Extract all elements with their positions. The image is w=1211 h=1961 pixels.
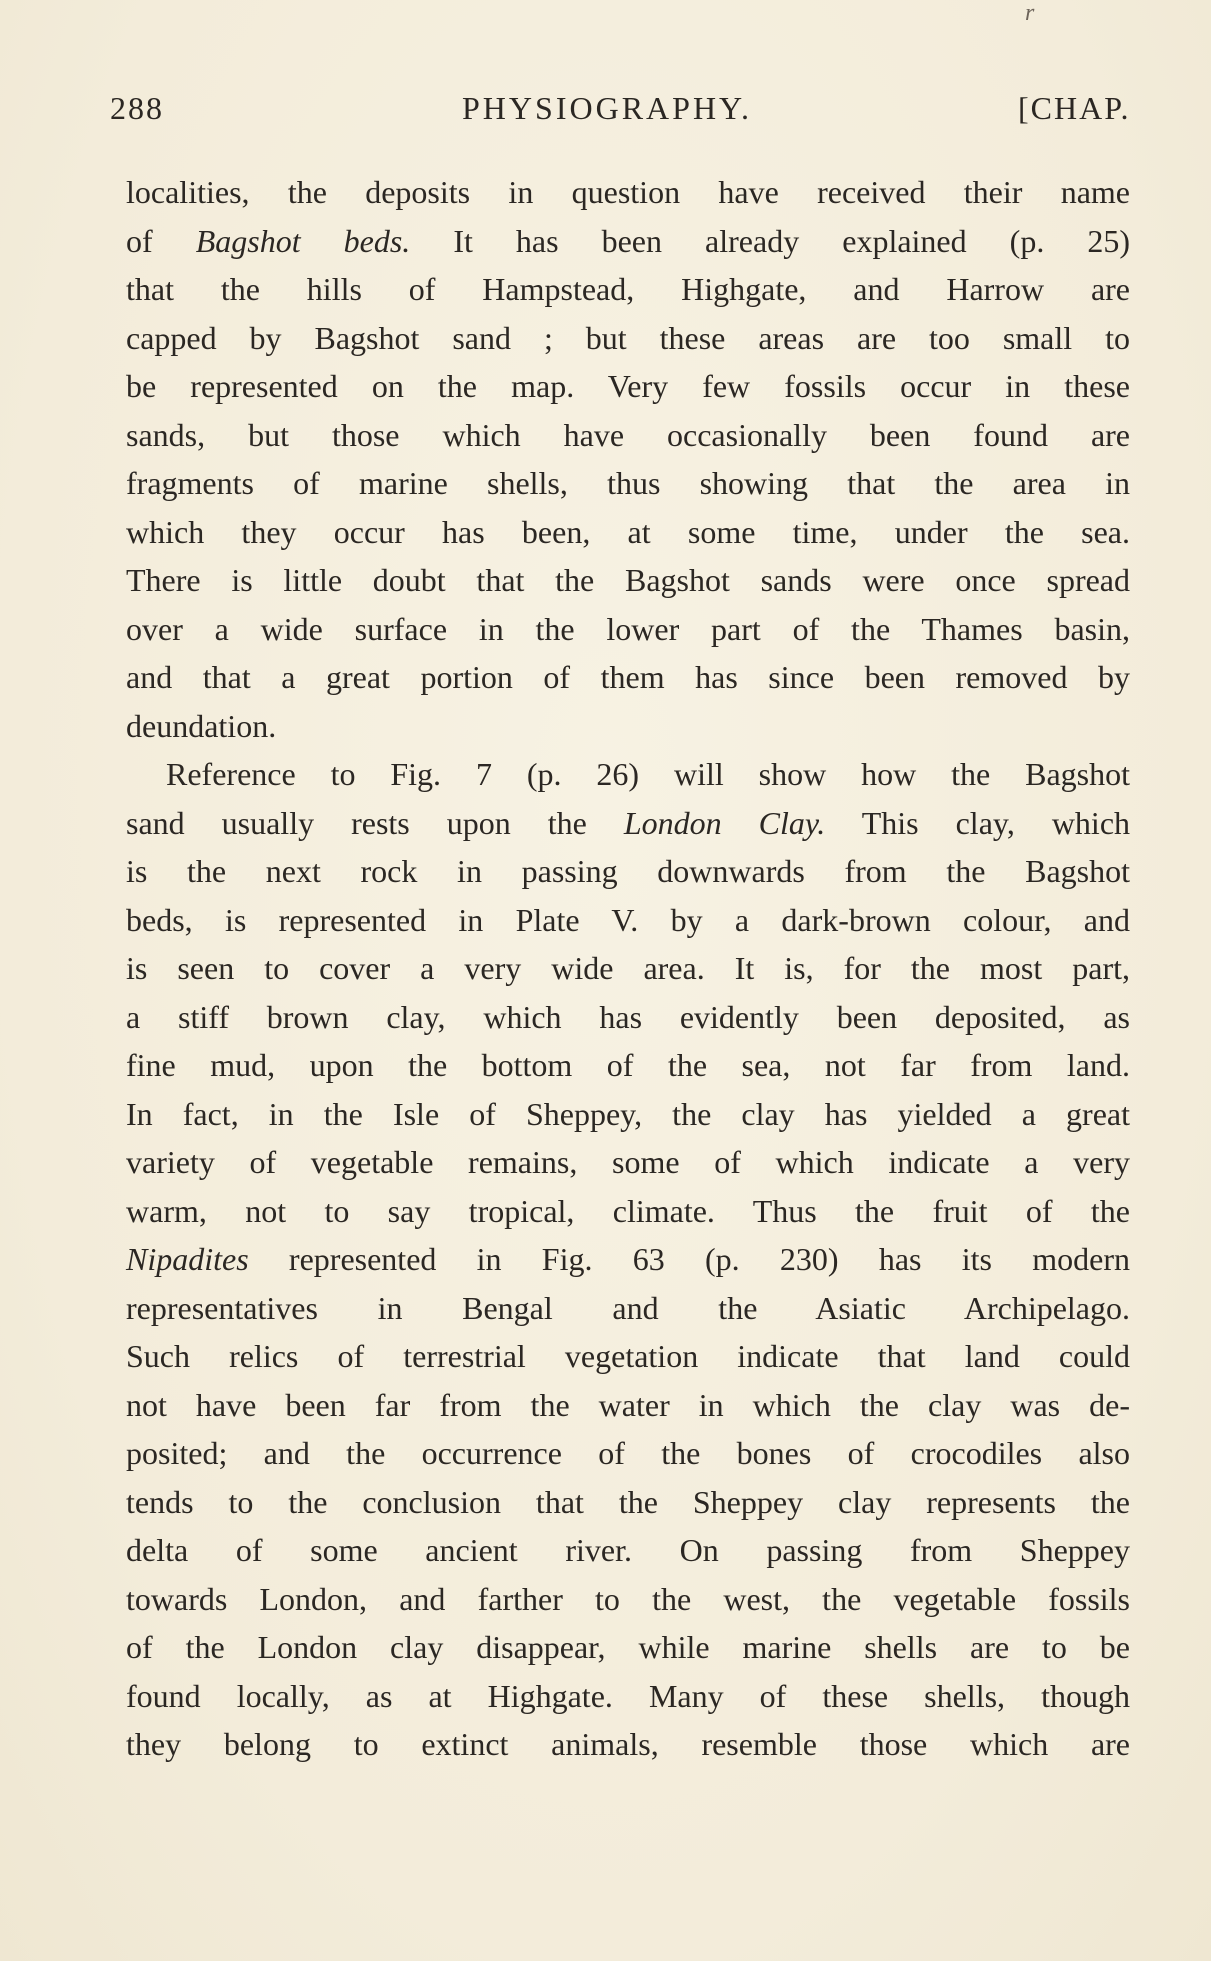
text-line — [126, 1138, 1130, 1187]
text-run: sand usually rests upon the — [126, 804, 624, 841]
chapter-marker: [CHAP. — [1018, 90, 1131, 126]
text-line — [126, 993, 1130, 1042]
text-run: Reference to Fig. 7 (p. 26) will show how the Bagshot — [166, 756, 1130, 792]
text-run: found locally, as at Highgate. Many of these shells, though — [126, 1677, 1130, 1714]
text-line — [126, 168, 1130, 217]
text-run: is the next rock in passing downwards from the Bagshot — [126, 853, 1130, 889]
text-run: This clay, which — [825, 804, 1131, 841]
running-title: PHYSIOGRAPHY. — [462, 90, 753, 126]
text-run: sands, but those which have occasionally been found are — [126, 416, 1130, 453]
text-run: posited; and the occurrence of the bones of crocodiles also — [126, 1435, 1130, 1471]
running-head — [0, 90, 1211, 130]
text-run: and that a great portion of them has since been removed by — [126, 659, 1130, 695]
text-run: beds, is represented in Plate V. by a dark-brown colour, and — [126, 901, 1130, 938]
text-line — [126, 459, 1130, 508]
text-line — [126, 605, 1130, 654]
text-run: representatives in Bengal and the Asiatic Archipelago. — [126, 1289, 1130, 1326]
text-run: towards London, and farther to the west, the vegetable fossils — [126, 1580, 1130, 1617]
italic-term: Bagshot beds. — [195, 222, 411, 259]
text-run: they belong to extinct animals, resemble those which are — [126, 1726, 1130, 1762]
text-run: delta of some ancient river. On passing from Sheppey — [126, 1532, 1130, 1568]
text-run: over a wide surface in the lower part of the Thames basin, — [126, 610, 1130, 647]
text-run: Such relics of terrestrial vegetation indicate that land could — [126, 1338, 1130, 1374]
text-line — [126, 1235, 1130, 1284]
italic-term: Nipadites — [126, 1241, 249, 1277]
text-line — [126, 1381, 1130, 1430]
text-line — [126, 1526, 1130, 1575]
text-line — [126, 1041, 1130, 1090]
text-line — [126, 653, 1130, 702]
text-run: capped by Bagshot sand ; but these areas are too small to — [126, 319, 1130, 356]
body-text — [126, 168, 1130, 1769]
text-line — [126, 411, 1130, 460]
text-run: warm, not to say tropical, climate. Thus the fruit of the — [126, 1192, 1130, 1229]
text-run: It has been already explained (p. 25) — [410, 222, 1131, 259]
text-run: variety of vegetable remains, some of which indicate a very — [126, 1144, 1130, 1180]
text-run: that the hills of Hampstead, Highgate, and Harrow are — [126, 271, 1130, 307]
text-run: not have been far from the water in which the clay was de- — [126, 1386, 1130, 1423]
text-line — [126, 1284, 1130, 1333]
italic-term: London Clay. — [623, 804, 826, 841]
text-run: which they occur has been, at some time, under the sea. — [126, 513, 1130, 550]
text-line — [126, 556, 1130, 605]
text-line — [126, 750, 1130, 799]
page-number: 288 — [110, 90, 164, 126]
text-run: of the London clay disappear, while marine shells are to be — [126, 1629, 1130, 1665]
text-line — [126, 217, 1130, 266]
text-line — [126, 1575, 1130, 1624]
text-line — [126, 944, 1130, 993]
text-run: of — [126, 222, 196, 259]
text-run: tends to the conclusion that the Sheppey clay represents the — [126, 1483, 1130, 1520]
text-line — [126, 1429, 1130, 1478]
text-line — [126, 1187, 1130, 1236]
text-line — [126, 1623, 1130, 1672]
text-run: deundation. — [126, 707, 277, 744]
corner-mark: r — [1025, 0, 1035, 26]
text-run: a stiff brown clay, which has evidently been deposited, as — [126, 998, 1130, 1035]
text-line — [126, 314, 1130, 363]
text-line — [126, 508, 1130, 557]
text-run: fragments of marine shells, thus showing that the area in — [126, 465, 1130, 501]
text-line — [126, 799, 1130, 848]
text-line — [126, 702, 1130, 751]
text-run: In fact, in the Isle of Sheppey, the clay has yielded a great — [126, 1095, 1130, 1132]
text-run: fine mud, upon the bottom of the sea, not far from land. — [126, 1047, 1130, 1083]
text-line — [126, 265, 1130, 314]
text-line — [126, 362, 1130, 411]
text-line — [126, 896, 1130, 945]
text-line — [126, 1090, 1130, 1139]
text-run: represented in Fig. 63 (p. 230) has its modern — [248, 1241, 1130, 1277]
text-run: is seen to cover a very wide area. It is, for the most part, — [126, 950, 1130, 986]
text-run: be represented on the map. Very few fossils occur in these — [126, 368, 1130, 404]
text-line — [126, 847, 1130, 896]
text-run: There is little doubt that the Bagshot sands were once spread — [126, 562, 1130, 598]
text-run: localities, the deposits in question have received their name — [126, 174, 1130, 210]
text-line — [126, 1332, 1130, 1381]
text-line — [126, 1478, 1130, 1527]
text-line — [126, 1672, 1130, 1721]
text-line — [126, 1720, 1130, 1769]
